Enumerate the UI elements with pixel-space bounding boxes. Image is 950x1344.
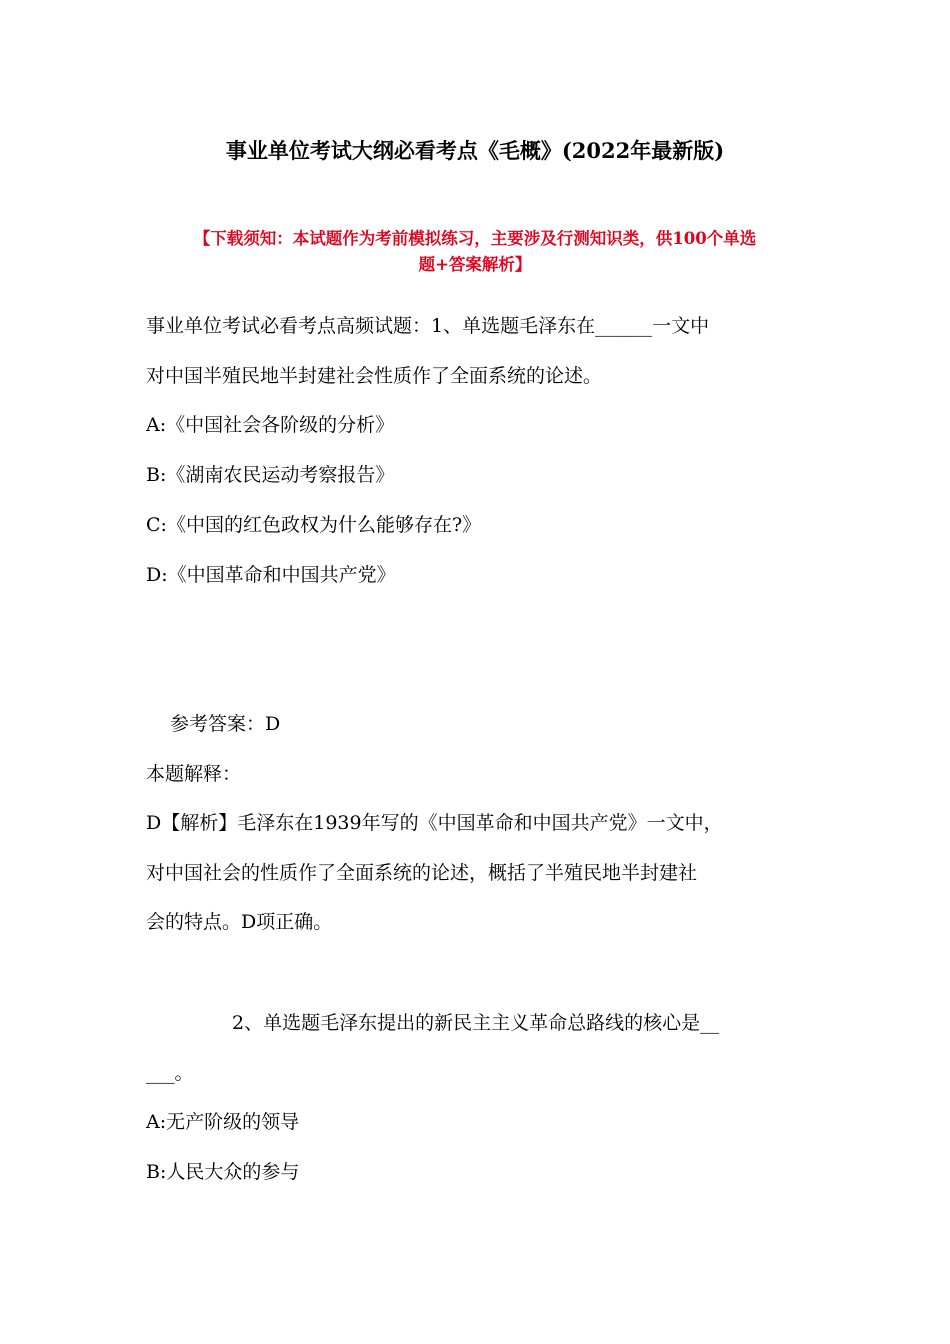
q2-option-b: B:人民大众的参与	[146, 1161, 300, 1183]
q1-explanation-line-1: D【解析】毛泽东在1939年写的《中国革命和中国共产党》一文中，	[146, 812, 723, 834]
q1-option-b: B:《湖南农民运动考察报告》	[146, 464, 395, 486]
q1-option-a: A:《中国社会各阶级的分析》	[146, 414, 395, 436]
q2-stem-line-2: ___。	[146, 1062, 194, 1084]
download-notice	[140, 226, 810, 278]
q1-explanation-line-2: 对中国社会的性质作了全面系统的论述，概括了半殖民地半封建社	[146, 862, 698, 884]
notice-line-1: 【下载须知：本试题作为考前模拟练习，主要涉及行测知识类，供100个单选	[193, 229, 757, 248]
notice-line-2: 题+答案解析】	[418, 255, 532, 274]
q1-option-c: C:《中国的红色政权为什么能够存在?》	[146, 514, 482, 536]
document-title: 事业单位考试大纲必看考点《毛概》(2022年最新版)	[225, 138, 725, 163]
q2-option-a: A:无产阶级的领导	[146, 1111, 300, 1133]
q2-stem-line-1: 2、单选题毛泽东提出的新民主主义革命总路线的核心是__	[232, 1012, 720, 1034]
q1-stem-line-1: 事业单位考试必看考点高频试题：1、单选题毛泽东在______一文中	[146, 315, 710, 337]
q1-stem-line-2: 对中国半殖民地半封建社会性质作了全面系统的论述。	[146, 365, 603, 387]
q1-explanation-label: 本题解释：	[146, 763, 242, 785]
q1-option-d: D:《中国革命和中国共产党》	[146, 564, 396, 586]
q1-answer: 参考答案：D	[170, 713, 281, 735]
q1-explanation-line-3: 会的特点。D项正确。	[146, 911, 333, 933]
